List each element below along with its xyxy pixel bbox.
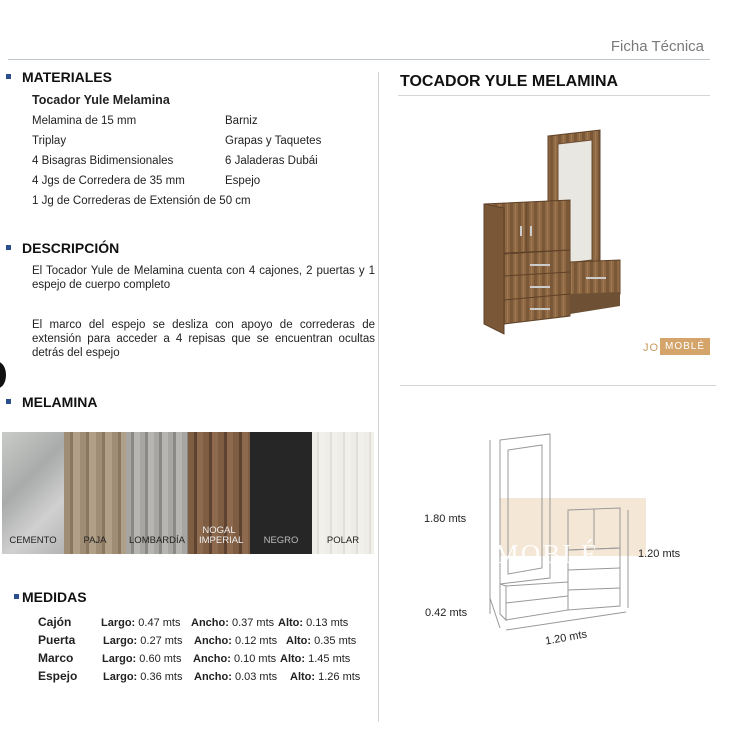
measure-alto: Alto: 0.13 mts <box>278 617 349 629</box>
product-photo <box>478 128 628 338</box>
measure-name: Cajón <box>38 615 72 629</box>
measure-ancho: Ancho: 0.10 mts <box>193 653 277 665</box>
material-item: 4 Jgs de Corredera de 35 mm <box>32 175 185 187</box>
swatch-lombardia: LOMBARDÍA <box>126 432 188 554</box>
description-paragraph: El marco del espejo se desliza con apoyo de correderas de extensión para acceder a 4 repisas que se encuentran ocultas detrás del espejo <box>32 319 375 359</box>
measure-alto: Alto: 1.26 mts <box>290 671 361 683</box>
bullet-icon <box>6 399 11 404</box>
brand-logo-jo: JO <box>643 342 660 354</box>
measure-largo: Largo: 0.60 mts <box>102 653 182 665</box>
dimension-width: 1.20 mts <box>544 628 588 648</box>
material-item: 4 Bisagras Bidimensionales <box>32 155 174 167</box>
bullet-icon <box>14 594 19 599</box>
medidas-heading: MEDIDAS <box>22 589 87 605</box>
title-underline <box>398 95 710 96</box>
measure-name: Espejo <box>38 669 78 683</box>
material-item: Espejo <box>225 175 261 187</box>
description-paragraph: El Tocador Yule de Melamina cuenta con 4 cajones, 2 puertas y 1 espejo de cuerpo completo <box>32 265 375 291</box>
product-name: Tocador Yule Melamina <box>32 93 170 107</box>
material-item: Barniz <box>225 115 258 127</box>
material-item: Triplay <box>32 135 67 147</box>
measure-alto: Alto: 1.45 mts <box>280 653 351 665</box>
swatch-paja: PAJA <box>64 432 126 554</box>
measure-largo: Largo: 0.36 mts <box>103 671 183 683</box>
material-item: 1 Jg de Correderas de Extensión de 50 cm <box>32 195 251 207</box>
swatch-polar: POLAR <box>312 432 374 554</box>
swatch-negro: NEGRO <box>250 432 312 554</box>
measure-largo: Largo: 0.27 mts <box>103 635 183 647</box>
dimension-depth: 0.42 mts <box>425 607 468 619</box>
melamina-heading: MELAMINA <box>22 394 98 410</box>
page-marker-icon <box>0 362 6 388</box>
swatch-cemento: CEMENTO <box>2 432 64 554</box>
header-divider <box>8 59 710 60</box>
measure-name: Puerta <box>38 633 76 647</box>
measure-name: Marco <box>38 651 74 665</box>
material-item: 6 Jaladeras Dubái <box>225 155 318 167</box>
column-divider <box>378 72 379 722</box>
measure-largo: Largo: 0.47 mts <box>101 617 181 629</box>
measure-ancho: Ancho: 0.03 mts <box>194 671 278 683</box>
bullet-icon <box>6 74 11 79</box>
dimension-cabinet-height: 1.20 mts <box>638 548 681 560</box>
product-title: TOCADOR YULE MELAMINA <box>400 73 619 90</box>
material-item: Melamina de 15 mm <box>32 115 137 127</box>
dimension-diagram <box>440 428 665 653</box>
material-item: Grapas y Taquetes <box>225 135 322 147</box>
measure-alto: Alto: 0.35 mts <box>286 635 357 647</box>
bullet-icon <box>6 245 11 250</box>
dimension-height: 1.80 mts <box>424 513 467 525</box>
measure-ancho: Ancho: 0.37 mts <box>191 617 275 629</box>
diagram-watermark: JO MOBLÉ <box>452 539 600 569</box>
materiales-heading: MATERIALES <box>22 69 112 85</box>
section-divider <box>400 385 716 386</box>
measure-ancho: Ancho: 0.12 mts <box>194 635 278 647</box>
document-type-title: Ficha Técnica <box>610 38 704 55</box>
brand-logo: MOBLÉ <box>660 338 710 355</box>
descripcion-heading: DESCRIPCIÓN <box>22 240 120 256</box>
swatch-nogal-imperial: NOGAL IMPERIAL <box>188 432 250 554</box>
